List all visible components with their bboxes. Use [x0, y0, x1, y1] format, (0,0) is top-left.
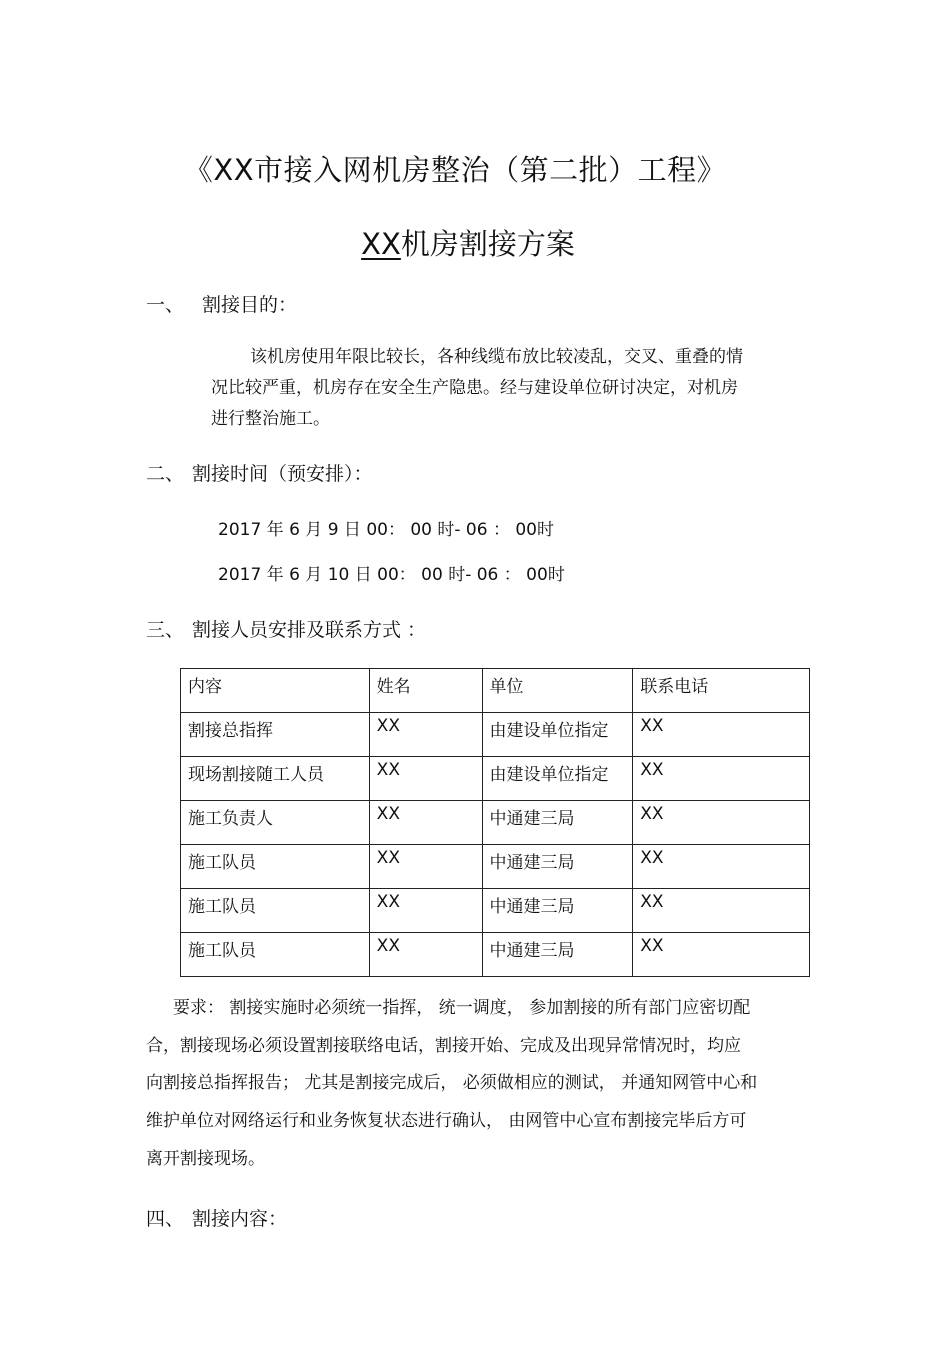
- section-1-number: 一、: [146, 294, 185, 316]
- table-cell: 中通建三局: [482, 801, 633, 845]
- table-cell: 割接总指挥: [181, 713, 370, 757]
- section-1-body-line-1: 该机房使用年限比较长，各种线缆布放比较凌乱，交叉、重叠的情: [250, 347, 743, 367]
- section-4-label: 割接内容：: [192, 1208, 288, 1230]
- table-cell: 中通建三局: [482, 933, 633, 977]
- section-3-heading: [146, 615, 426, 642]
- section-2-label: 割接时间（预安排）：: [192, 463, 373, 485]
- subtitle-prefix: XX: [361, 227, 401, 261]
- table-cell: XX: [633, 757, 810, 801]
- table-cell: 施工负责人: [181, 801, 370, 845]
- header-unit: 单位: [482, 669, 633, 713]
- staff-table: [180, 668, 810, 977]
- table-header-row: [181, 669, 810, 713]
- table-cell: XX: [633, 933, 810, 977]
- requirements-line-3: 向割接总指挥报告； 尤其是割接完成后， 必须做相应的测试， 并通知网管中心和: [146, 1073, 758, 1093]
- table-cell: XX: [369, 889, 482, 933]
- table-cell: XX: [633, 845, 810, 889]
- section-1-heading: [146, 290, 297, 317]
- table-cell: 由建设单位指定: [482, 757, 633, 801]
- table-cell: XX: [369, 845, 482, 889]
- table-cell: 施工队员: [181, 889, 370, 933]
- section-1-label: 割接目的：: [202, 294, 298, 316]
- cutover-date-2: 2017 年 6 月 10 日 00： 00 时- 06 ： 00时: [218, 565, 565, 585]
- table-cell: XX: [633, 889, 810, 933]
- subtitle-rest: 机房割接方案: [400, 227, 575, 261]
- table-row: [181, 801, 810, 845]
- requirements-line-1: 要求： 割接实施时必须统一指挥， 统一调度， 参加割接的所有部门应密切配: [173, 998, 751, 1018]
- table-row: [181, 757, 810, 801]
- table-cell: XX: [369, 933, 482, 977]
- table-cell: 施工队员: [181, 933, 370, 977]
- table-cell: 由建设单位指定: [482, 713, 633, 757]
- header-content: 内容: [181, 669, 370, 713]
- table-row: [181, 713, 810, 757]
- requirements-line-4: 维护单位对网络运行和业务恢复状态进行确认， 由网管中心宣布割接完毕后方可: [146, 1111, 747, 1131]
- table-cell: XX: [369, 757, 482, 801]
- section-2-heading: [146, 459, 373, 486]
- section-3-number: 三、: [146, 619, 185, 641]
- section-2-number: 二、: [146, 463, 185, 485]
- table-cell: 施工队员: [181, 845, 370, 889]
- table-cell: XX: [369, 713, 482, 757]
- document-title: 《XX市接入网机房整治（第二批）工程》: [183, 153, 727, 187]
- table-cell: 中通建三局: [482, 845, 633, 889]
- section-4-heading: [146, 1204, 287, 1231]
- section-3-label: 割接人员安排及联系方式 ：: [192, 619, 427, 641]
- section-1-body-line-3: 进行整治施工。: [211, 409, 330, 429]
- table-cell: XX: [633, 801, 810, 845]
- document-subtitle: [0, 222, 936, 263]
- requirements-line-5: 离开割接现场。: [146, 1149, 265, 1169]
- table-cell: XX: [633, 713, 810, 757]
- header-phone: 联系电话: [633, 669, 810, 713]
- requirements-line-2: 合，割接现场必须设置割接联络电话，割接开始、完成及出现异常情况时，均应: [146, 1036, 741, 1056]
- section-1-body-line-2: 况比较严重，机房存在安全生产隐患。经与建设单位研讨决定，对机房: [211, 378, 738, 398]
- table-row: [181, 845, 810, 889]
- section-4-number: 四、: [146, 1208, 185, 1230]
- table-row: [181, 933, 810, 977]
- table-cell: XX: [369, 801, 482, 845]
- cutover-date-1: 2017 年 6 月 9 日 00： 00 时- 06 ： 00时: [218, 520, 554, 540]
- header-name: 姓名: [369, 669, 482, 713]
- table-row: [181, 889, 810, 933]
- table-cell: 现场割接随工人员: [181, 757, 370, 801]
- table-cell: 中通建三局: [482, 889, 633, 933]
